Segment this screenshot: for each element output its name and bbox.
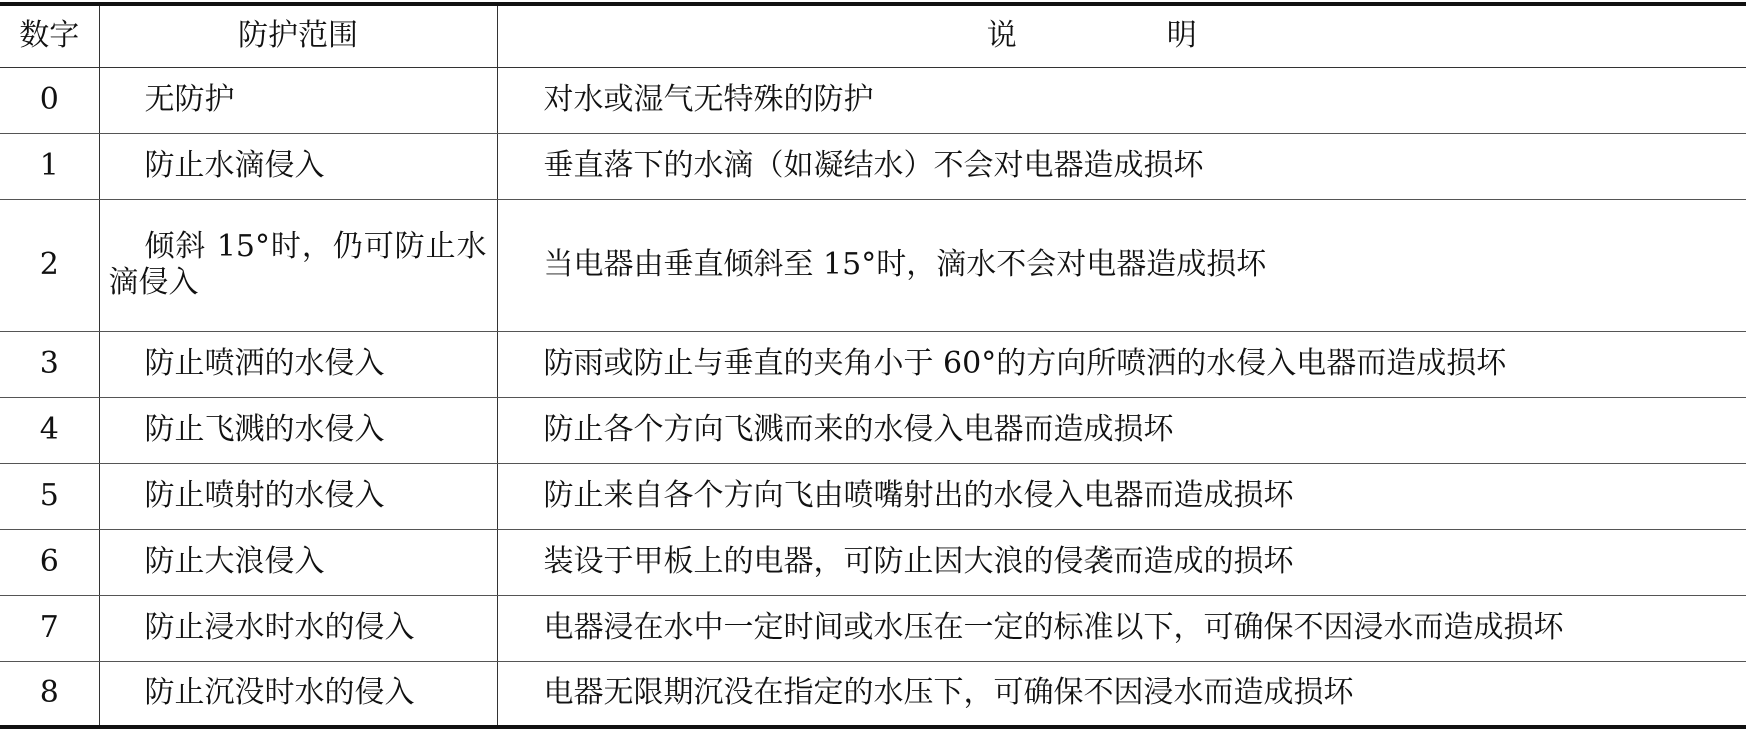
header-row (0, 4, 1746, 67)
description-cell: 对水或湿气无特殊的防护 (497, 67, 1746, 133)
table-row (0, 67, 1746, 133)
digit-cell: 5 (0, 463, 99, 529)
protection-range-cell: 防止喷洒的水侵入 (99, 331, 497, 397)
description-cell: 防雨或防止与垂直的夹角小于 60°的方向所喷洒的水侵入电器而造成损坏 (497, 331, 1746, 397)
digit-cell: 3 (0, 331, 99, 397)
table-row (0, 199, 1746, 331)
description-cell: 防止各个方向飞溅而来的水侵入电器而造成损坏 (497, 397, 1746, 463)
digit-cell: 1 (0, 133, 99, 199)
table-header (0, 4, 1746, 67)
digit-cell: 0 (0, 67, 99, 133)
protection-range-cell: 防止浸水时水的侵入 (99, 595, 497, 661)
protection-range-cell: 防止大浪侵入 (99, 529, 497, 595)
table-row (0, 463, 1746, 529)
header-protection-range: 防护范围 (99, 4, 497, 67)
protection-range-cell: 倾斜 15°时，仍可防止水滴侵入 (99, 199, 497, 331)
protection-range-cell: 防止飞溅的水侵入 (99, 397, 497, 463)
header-description: 说 明 (497, 4, 1746, 67)
description-cell: 当电器由垂直倾斜至 15°时，滴水不会对电器造成损坏 (497, 199, 1746, 331)
table-row (0, 595, 1746, 661)
protection-range-cell: 防止沉没时水的侵入 (99, 661, 497, 727)
description-cell: 防止来自各个方向飞由喷嘴射出的水侵入电器而造成损坏 (497, 463, 1746, 529)
table-row (0, 397, 1746, 463)
protection-range-cell: 防止水滴侵入 (99, 133, 497, 199)
ip-protection-table (0, 2, 1746, 729)
digit-cell: 6 (0, 529, 99, 595)
digit-cell: 7 (0, 595, 99, 661)
header-number: 数字 (0, 4, 99, 67)
digit-cell: 2 (0, 199, 99, 331)
table-body (0, 67, 1746, 727)
table-row (0, 661, 1746, 727)
table-row (0, 133, 1746, 199)
description-cell: 装设于甲板上的电器，可防止因大浪的侵袭而造成的损坏 (497, 529, 1746, 595)
digit-cell: 8 (0, 661, 99, 727)
table-row (0, 529, 1746, 595)
table-row (0, 331, 1746, 397)
digit-cell: 4 (0, 397, 99, 463)
protection-range-cell: 防止喷射的水侵入 (99, 463, 497, 529)
protection-range-cell: 无防护 (99, 67, 497, 133)
description-cell: 垂直落下的水滴（如凝结水）不会对电器造成损坏 (497, 133, 1746, 199)
description-cell: 电器无限期沉没在指定的水压下，可确保不因浸水而造成损坏 (497, 661, 1746, 727)
description-cell: 电器浸在水中一定时间或水压在一定的标准以下，可确保不因浸水而造成损坏 (497, 595, 1746, 661)
